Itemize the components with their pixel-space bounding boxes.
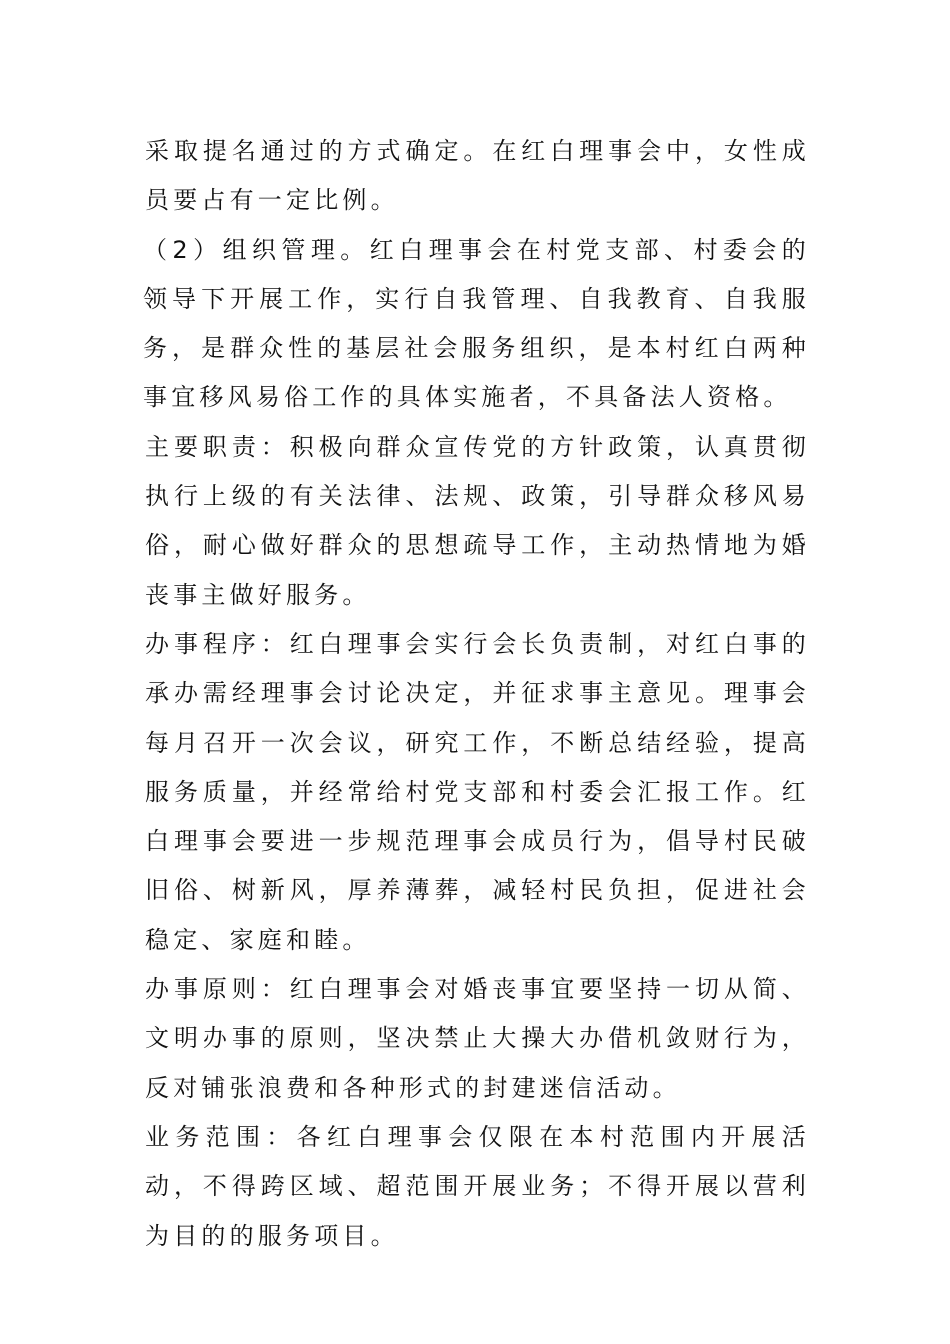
paragraph-member-selection: 采取提名通过的方式确定。在红白理事会中，女性成员要占有一定比例。 [145, 137, 810, 215]
paragraph-work-procedure: 办事程序：红白理事会实行会长负责制，对红白事的承办需经理事会讨论决定，并征求事主意见。理事会每月召开一次会议，研究工作，不断总结经验，提高服务质量，并经常给村党支部和村委会汇报工作。红白理事会要进一步规范理事会成员行为，倡导村民破旧俗、树新风，厚养薄葬，减轻村民负担，促进社会稳定、家庭和睦。 [145, 629, 810, 954]
document-body [145, 127, 810, 1261]
paragraph-work-principles: 办事原则：红白理事会对婚丧事宜要坚持一切从简、文明办事的原则，坚决禁止大操大办借机敛财行为，反对铺张浪费和各种形式的封建迷信活动。 [145, 975, 810, 1102]
paragraph-business-scope: 业务范围：各红白理事会仅限在本村范围内开展活动，不得跨区域、超范围开展业务；不得开展以营利为目的的服务项目。 [145, 1122, 810, 1250]
paragraph-organization-management: （2）组织管理。红白理事会在村党支部、村委会的领导下开展工作，实行自我管理、自我教育、自我服务，是群众性的基层社会服务组织，是本村红白两种事宜移风易俗工作的具体实施者，不具备法人资格。 [143, 235, 810, 412]
paragraph-main-duties: 主要职责：积极向群众宣传党的方针政策，认真贯彻执行上级的有关法律、法规、政策，引导群众移风易俗，耐心做好群众的思想疏导工作，主动热情地为婚丧事主做好服务。 [145, 432, 810, 609]
